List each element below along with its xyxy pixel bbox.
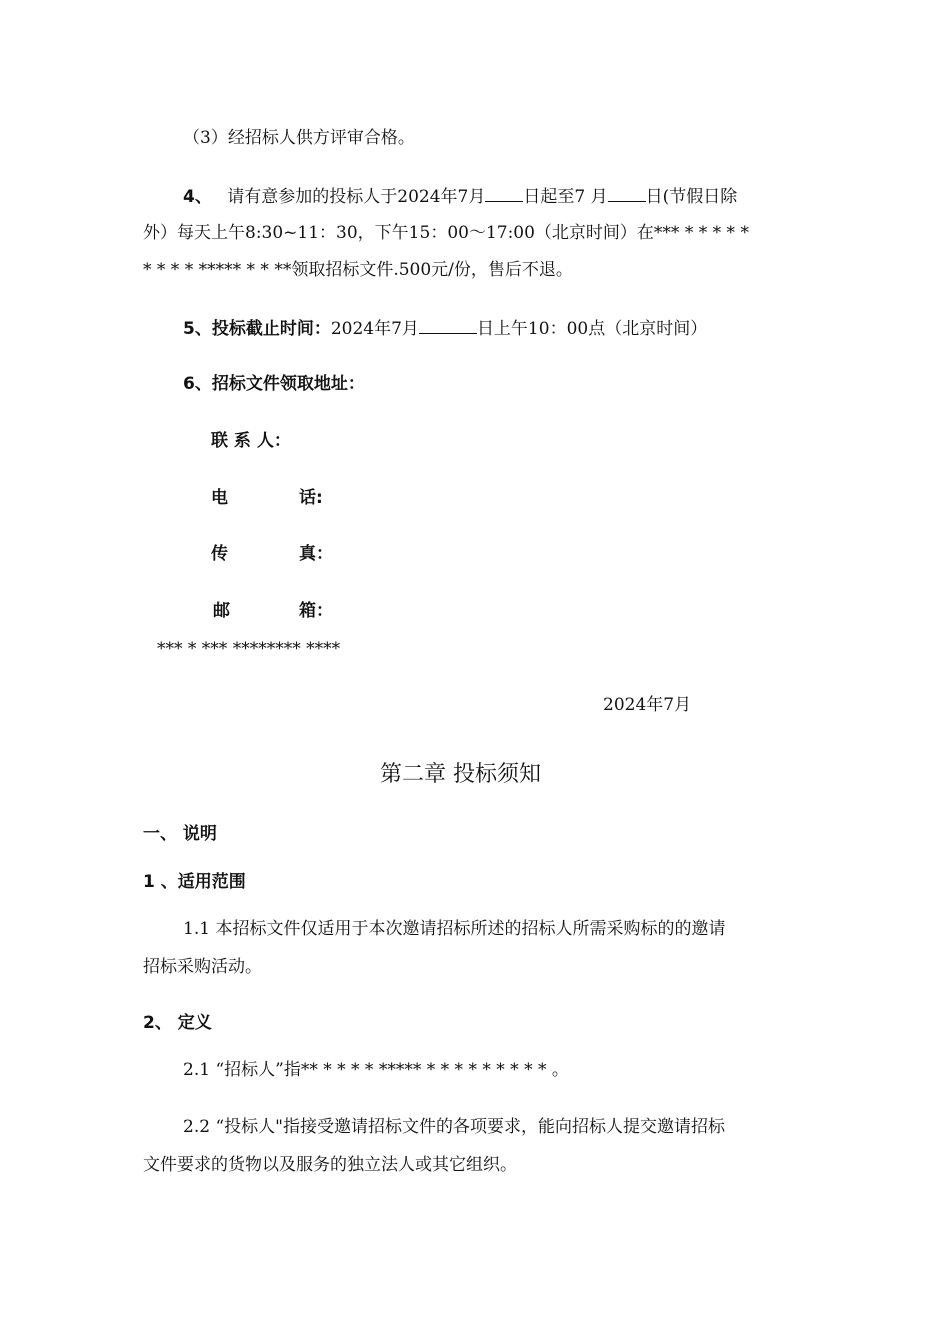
mail-row: [213, 599, 333, 623]
item-4-line-2: 外）每天上午8:30~11：30，下午15：00～17:00（北京时间）在*** * * * * *: [143, 223, 749, 243]
fax-row: [211, 542, 333, 566]
item-4-number: 4、: [183, 187, 212, 207]
clause-2-1: 2.1 “招标人”指** * * * * ***** * * * * * * * * * 。: [183, 1060, 569, 1080]
clause-1-1-line-1: 1.1 本招标文件仅适用于本次邀请招标所述的招标人所需采购标的的邀请: [183, 919, 726, 939]
item-5-blank: [419, 315, 477, 334]
item-4-text-b: 日起至7 月: [523, 187, 608, 207]
item-5-label: 5、投标截止时间：: [183, 319, 331, 339]
item-4-text-c: 日(节假日除: [645, 187, 738, 207]
phone-row: [211, 486, 323, 510]
item-6-label: 6、招标文件领取地址：: [183, 374, 365, 394]
subsection-2-heading: 2、 定义: [143, 1013, 212, 1033]
fax-colon: 真：: [299, 544, 333, 564]
contact-person-label: 联 系 人：: [211, 431, 291, 451]
item-5-line: [183, 315, 707, 341]
masked-address-line: *** * *** ******** ****: [157, 639, 341, 659]
phone-label: 电: [211, 488, 228, 508]
clause-1-1-line-2: 招标采购活动。: [143, 957, 262, 977]
mail-colon: 箱：: [299, 601, 333, 621]
item-4-line-1: [183, 183, 737, 209]
item-4-blank-2: [608, 183, 646, 202]
item-5-text-b: 日上午10：00点（北京时间）: [476, 319, 708, 339]
item-4-blank-1: [485, 183, 523, 202]
clause-2-2-line-2: 文件要求的货物以及服务的独立法人或其它组织。: [143, 1155, 517, 1175]
item-4-text-a: 请有意参加的投标人于2024年7月: [227, 187, 486, 207]
mail-label: 邮: [213, 601, 230, 621]
phone-colon: 话:: [299, 488, 323, 508]
chapter-title: 第二章 投标须知: [380, 762, 541, 787]
item-5-text-a: 2024年7月: [330, 319, 419, 339]
part-1-heading: 一、 说明: [143, 824, 217, 844]
subsection-1-heading: 1 、适用范围: [143, 872, 246, 892]
clause-2-2-line-1: 2.2 “投标人"指接受邀请招标文件的各项要求，能向招标人提交邀请招标: [183, 1117, 725, 1137]
signature-date: 2024年7月: [603, 695, 692, 715]
fax-label: 传: [211, 544, 228, 564]
item-3-text: （3）经招标人供方评审合格。: [183, 128, 415, 148]
item-4-line-3: * * * * ***** * * **领取招标文件.500元/份，售后不退。: [143, 260, 573, 280]
